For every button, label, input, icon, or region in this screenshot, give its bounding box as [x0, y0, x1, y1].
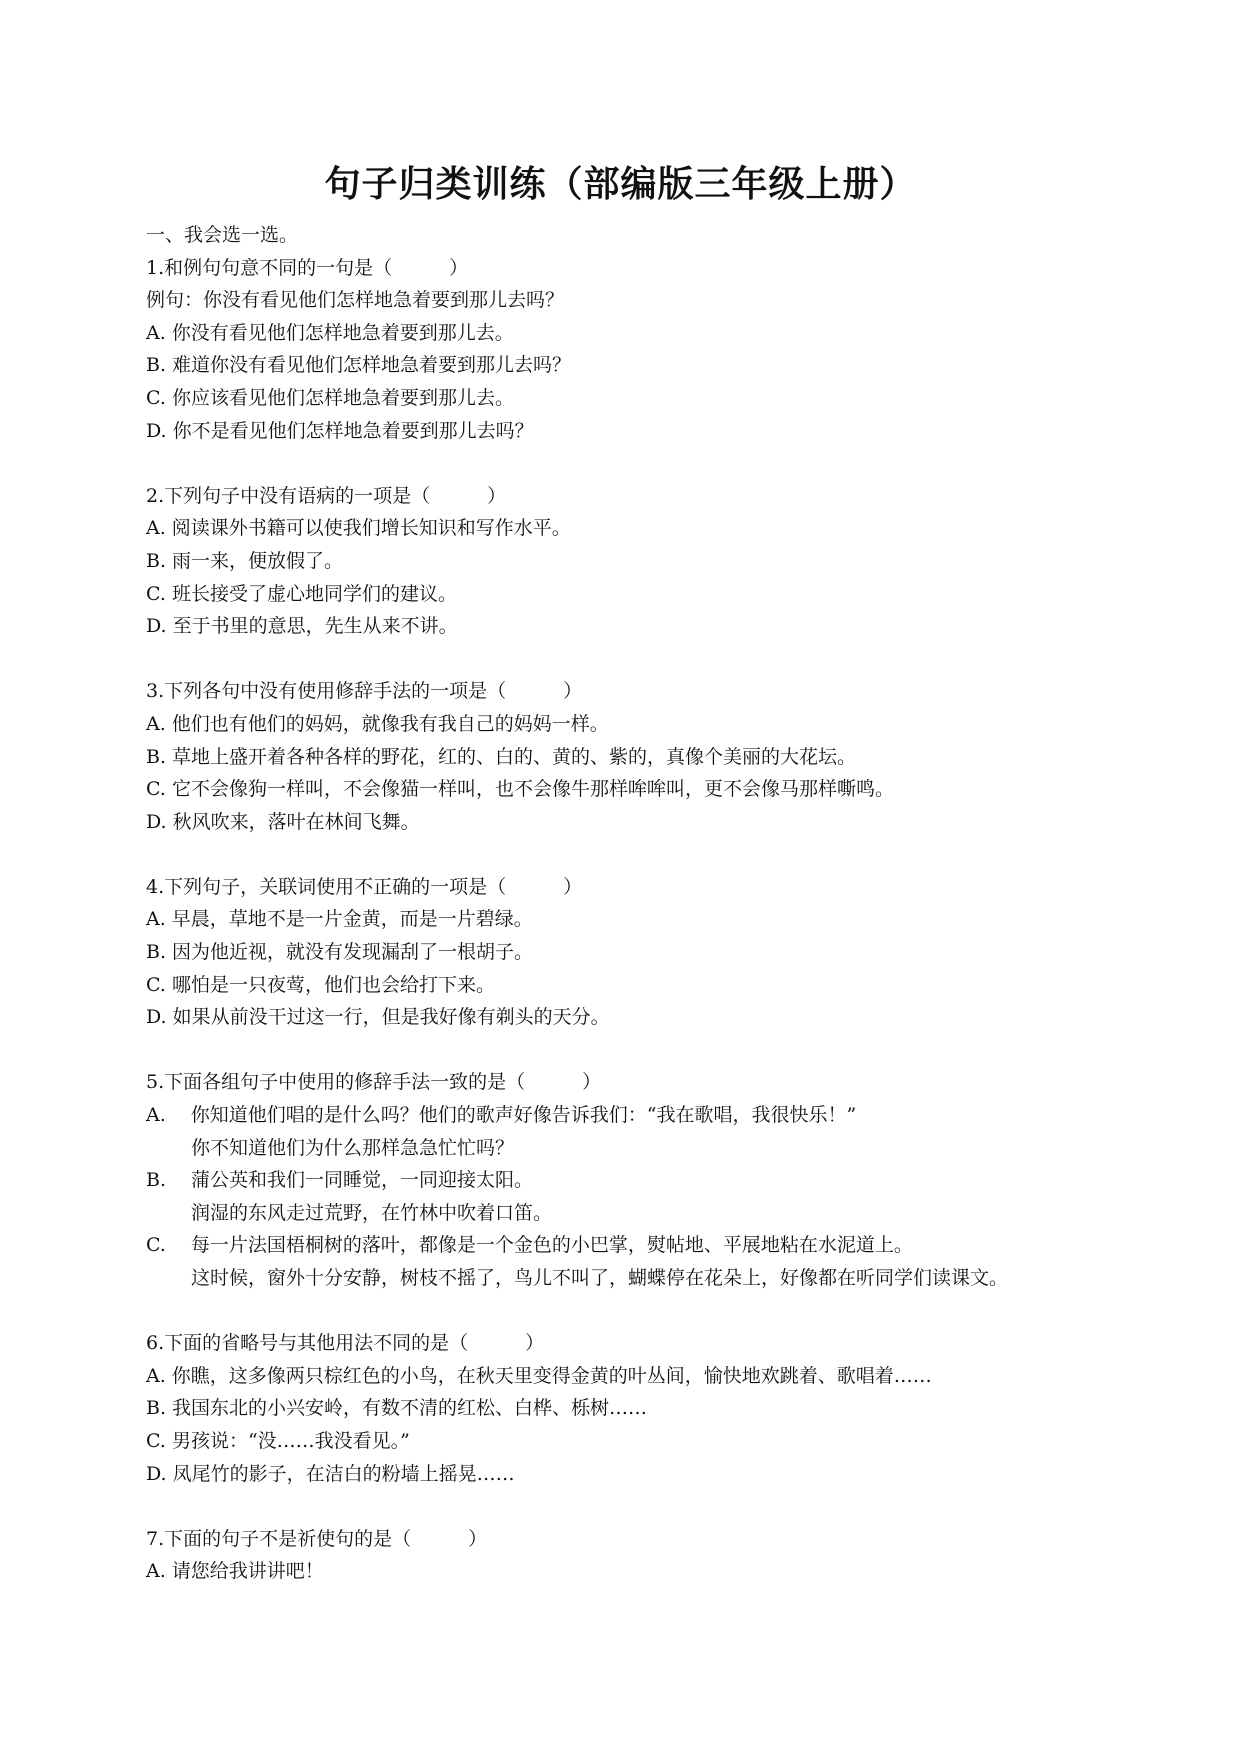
option-label: C.: [146, 1234, 166, 1257]
option-c-first: [146, 1229, 1156, 1262]
option-c-second: 这时候，窗外十分安静，树枝不摇了，鸟儿不叫了，蝴蝶停在花朵上，好像都在听同学们读课文。: [191, 1267, 1009, 1289]
option-b: B. 雨一来，便放假了。: [146, 549, 344, 572]
option-d: D. 你不是看见他们怎样地急着要到那儿去吗？: [146, 419, 534, 442]
option-c: C. 你应该看见他们怎样地急着要到那儿去。: [146, 386, 514, 409]
option-a: A. 你瞧，这多像两只棕红色的小鸟，在秋天里变得金黄的叶丛间，愉快地欢跳着、歌唱着……: [146, 1364, 932, 1387]
option-b: B. 我国东北的小兴安岭，有数不清的红松、白桦、栎树……: [146, 1397, 648, 1420]
option-a: A. 早晨，草地不是一片金黄，而是一片碧绿。: [146, 908, 533, 931]
option-c: C. 哪怕是一只夜莺，他们也会给打下来。: [146, 973, 495, 996]
option-text: 蒲公英和我们一同睡觉，一同迎接太阳。: [191, 1169, 534, 1192]
option-a: A. 请您给我讲讲吧！: [146, 1560, 324, 1583]
option-label: B.: [146, 1169, 167, 1192]
option-c: C. 男孩说：“没……我没看见。”: [146, 1429, 410, 1452]
option-d: D. 至于书里的意思，先生从来不讲。: [146, 615, 458, 638]
question-3: [146, 675, 1156, 838]
question-stem: 4.下列句子，关联词使用不正确的一项是（ ）: [146, 875, 583, 898]
option-b-second: 润湿的东风走过荒野，在竹林中吹着口笛。: [191, 1201, 553, 1224]
question-7: [146, 1523, 1156, 1588]
option-b: B. 因为他近视，就没有发现漏刮了一根胡子。: [146, 941, 534, 964]
question-stem: 6.下面的省略号与其他用法不同的是（ ）: [146, 1332, 545, 1355]
question-stem: 5.下面各组句子中使用的修辞手法一致的是（ ）: [146, 1071, 602, 1094]
option-d: D. 凤尾竹的影子，在洁白的粉墙上摇晃……: [146, 1462, 515, 1485]
option-b: B. 草地上盛开着各种各样的野花，红的、白的、黄的、紫的，真像个美丽的大花坛。: [146, 745, 857, 768]
option-text: 每一片法国梧桐树的落叶，都像是一个金色的小巴掌，熨帖地、平展地粘在水泥道上。: [190, 1234, 913, 1257]
option-text: 你知道他们唱的是什么吗？他们的歌声好像告诉我们：“我在歌唱，我很快乐！”: [190, 1104, 857, 1127]
question-1: [146, 252, 1156, 448]
section-heading: 一、我会选一选。: [146, 224, 299, 246]
option-c: C. 它不会像狗一样叫，不会像猫一样叫，也不会像牛那样哞哞叫，更不会像马那样嘶鸣。: [146, 778, 894, 801]
document-body: [146, 219, 1156, 1588]
question-stem: 2.下列句子中没有语病的一项是（ ）: [146, 484, 507, 507]
document-title: 句子归类训练（部编版三年级上册）: [324, 164, 917, 205]
option-a-second: 你不知道他们为什么那样急急忙忙吗？: [191, 1136, 515, 1159]
question-6: [146, 1327, 1156, 1490]
question-stem: 3.下列各句中没有使用修辞手法的一项是（ ）: [146, 680, 583, 703]
option-label: A.: [146, 1104, 166, 1127]
option-a-first: [146, 1099, 1156, 1132]
option-a: A. 你没有看见他们怎样地急着要到那儿去。: [146, 321, 514, 344]
option-b: B. 难道你没有看见他们怎样地急着要到那儿去吗？: [146, 354, 572, 377]
option-c: C. 班长接受了虚心地同学们的建议。: [146, 582, 457, 605]
option-d: D. 秋风吹来，落叶在林间飞舞。: [146, 810, 420, 833]
question-stem: 7.下面的句子不是祈使句的是（ ）: [146, 1527, 488, 1550]
option-a: A. 他们也有他们的妈妈，就像我有我自己的妈妈一样。: [146, 712, 609, 735]
option-a: A. 阅读课外书籍可以使我们增长知识和写作水平。: [146, 517, 571, 540]
question-4: [146, 871, 1156, 1034]
question-stem: 1.和例句句意不同的一句是（ ）: [146, 256, 469, 279]
option-d: D. 如果从前没干过这一行，但是我好像有剃头的天分。: [146, 1006, 610, 1029]
option-b-first: [146, 1164, 1156, 1197]
question-2: [146, 480, 1156, 643]
example-sentence: 例句：你没有看见他们怎样地急着要到那儿去吗？: [146, 289, 565, 312]
question-5: [146, 1066, 1156, 1294]
